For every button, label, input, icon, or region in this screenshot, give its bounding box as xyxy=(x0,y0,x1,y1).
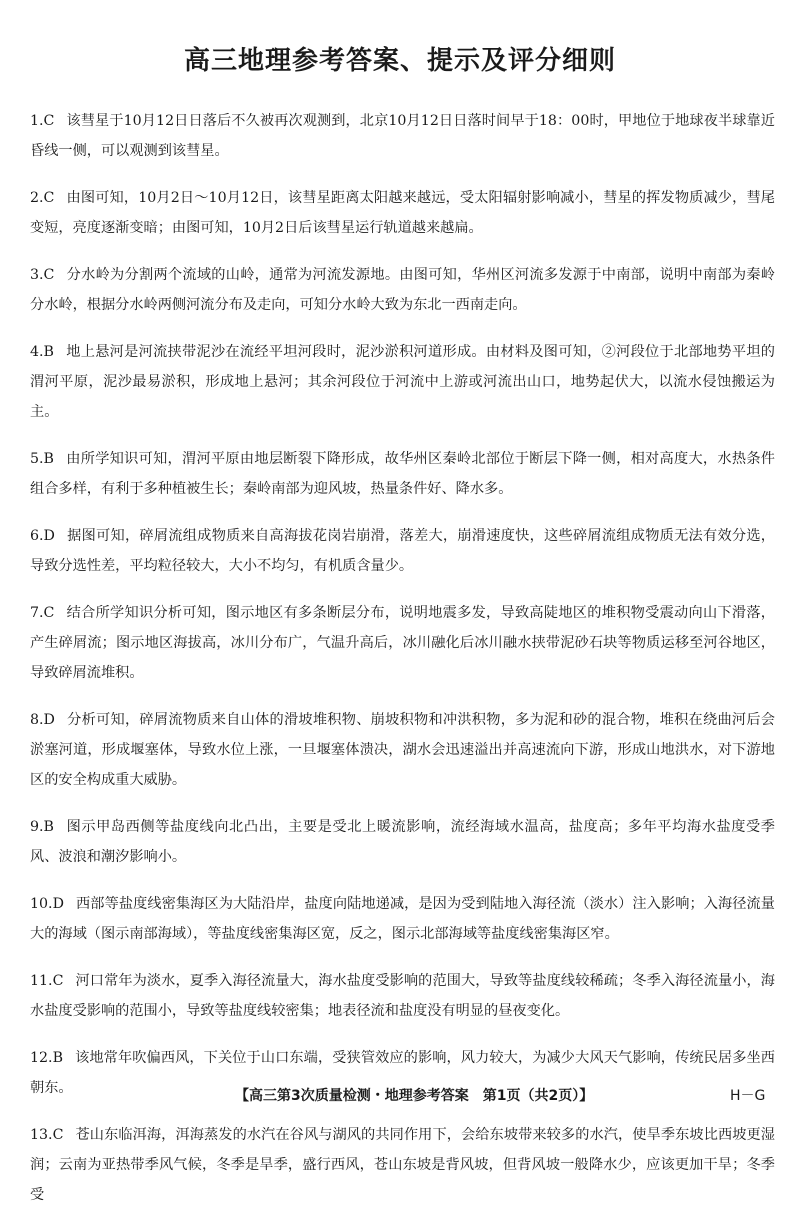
answer-letter: D xyxy=(43,712,55,728)
explanation-text: 地上悬河是河流挟带泥沙在流经平坦河段时，泥沙淤积河道形成。由材料及图可知，②河段位于北部地势平坦的渭河平原，泥沙最易淤积，形成地上悬河；其余河段位于河流中上游或河流出山口，地势起伏大，以流水侵蚀搬运为主。 xyxy=(30,344,775,420)
question-number: 6. xyxy=(30,528,44,544)
answer-item xyxy=(30,1120,775,1210)
explanation-text: 据图可知，碎屑流组成物质来自高海拔花岗岩崩滑，落差大，崩滑速度快，这些碎屑流组成物质无法有效分选，导致分选性差，平均粒径较大，大小不均匀，有机质含量少。 xyxy=(30,528,775,574)
explanation-text: 由图可知，10月2日～10月12日，该彗星距离太阳越来越远，受太阳辐射影响减小，彗星的挥发物质减少，彗尾变短，亮度逐渐变暗；由图可知，10月2日后该彗星运行轨道越来越扁。 xyxy=(30,190,775,236)
explanation-text: 河口常年为淡水，夏季入海径流量大，海水盐度受影响的范围大，导致等盐度线较稀疏；冬季入海径流量小，海水盐度受影响的范围小，导致等盐度线较密集；地表径流和盐度没有明显的昼夜变化。 xyxy=(30,973,775,1019)
explanation-text: 该彗星于10月12日日落后不久被再次观测到，北京10月12日日落时间早于18：00时，甲地位于地球夜半球靠近昏线一侧，可以观测到该彗星。 xyxy=(30,113,775,159)
answer-item xyxy=(30,337,775,427)
footer-page-info: 【高三第3次质量检测・地理参考答案 第1页（共2页）】 xyxy=(235,1088,594,1104)
question-number: 1. xyxy=(30,113,44,129)
explanation-text: 苍山东临洱海，洱海蒸发的水汽在谷风与湖风的共同作用下，会给东坡带来较多的水汽，使旱季东坡比西坡更湿润；云南为亚热带季风气候，冬季是旱季，盛行西风，苍山东坡是背风坡，但背风坡一般降水少，应该更加干旱；冬季受 xyxy=(30,1127,775,1203)
explanation-text: 西部等盐度线密集海区为大陆沿岸，盐度向陆地递减，是因为受到陆地入海径流（淡水）注入影响；入海径流量大的海域（图示南部海域），等盐度线密集海区宽，反之，图示北部海域等盐度线密集海区窄。 xyxy=(30,896,775,942)
question-number: 12. xyxy=(30,1050,53,1066)
answer-item xyxy=(30,260,775,320)
question-number: 3. xyxy=(30,267,44,283)
answer-item xyxy=(30,521,775,581)
explanation-text: 由所学知识可知，渭河平原由地层断裂下降形成，故华州区秦岭北部位于断层下降一侧，相对高度大，水热条件组合多样，有利于多种植被生长；秦岭南部为迎风坡，热量条件好、降水多。 xyxy=(30,451,775,497)
answer-item xyxy=(30,812,775,872)
footer-code: H－G xyxy=(730,1088,766,1104)
question-number: 10. xyxy=(30,896,53,912)
explanation-text: 该地常年吹偏西风，下关位于山口东端，受狭管效应的影响，风力较大，为减少大风天气影响，传统民居多坐西朝东。 xyxy=(30,1050,775,1096)
page-title: 高三地理参考答案、提示及评分细则 xyxy=(183,46,616,76)
question-number: 7. xyxy=(30,605,44,621)
answer-item xyxy=(30,705,775,795)
explanation-text: 图示甲岛西侧等盐度线向北凸出，主要是受北上暖流影响，流经海域水温高，盐度高；多年平均海水盐度受季风、波浪和潮汐影响小。 xyxy=(30,819,775,865)
answer-item xyxy=(30,183,775,243)
explanation-text: 结合所学知识分析可知，图示地区有多条断层分布，说明地震多发，导致高陡地区的堆积物受震动向山下滑落，产生碎屑流；图示地区海拔高，冰川分布广，气温升高后，冰川融化后冰川融水挟带泥砂石块等物质运移至河谷地区，导致碎屑流堆积。 xyxy=(30,605,775,681)
answer-letter: C xyxy=(43,267,55,283)
answer-letter: C xyxy=(43,605,55,621)
question-number: 2. xyxy=(30,190,44,206)
answer-item xyxy=(30,889,775,949)
answer-letter: D xyxy=(43,528,55,544)
answer-letter: B xyxy=(52,1050,64,1066)
explanation-text: 分水岭为分割两个流域的山岭，通常为河流发源地。由图可知，华州区河流多发源于中南部，说明中南部为秦岭分水岭，根据分水岭两侧河流分布及走向，可知分水岭大致为东北一西南走向。 xyxy=(30,267,775,313)
question-number: 8. xyxy=(30,712,44,728)
answer-letter: B xyxy=(43,819,54,835)
answer-item xyxy=(30,598,775,688)
question-number: 4. xyxy=(30,344,44,360)
answer-list xyxy=(30,106,775,1227)
answer-letter: C xyxy=(43,113,55,129)
answer-letter: C xyxy=(52,973,64,989)
answer-letter: C xyxy=(52,1127,64,1143)
question-number: 9. xyxy=(30,819,44,835)
answer-item xyxy=(30,106,775,166)
question-number: 11. xyxy=(30,973,53,989)
question-number: 13. xyxy=(30,1127,53,1143)
explanation-text: 分析可知，碎屑流物质来自山体的滑坡堆积物、崩坡积物和冲洪积物，多为泥和砂的混合物，堆积在绕曲河后会淤塞河道，形成堰塞体，导致水位上涨，一旦堰塞体溃决，湖水会迅速溢出并高速流向下游，形成山地洪水，对下游地区的安全构成重大威胁。 xyxy=(30,712,775,788)
answer-letter: B xyxy=(43,451,54,467)
answer-item xyxy=(30,966,775,1026)
answer-letter: D xyxy=(52,896,64,912)
question-number: 5. xyxy=(30,451,44,467)
answer-letter: C xyxy=(43,190,55,206)
answer-item xyxy=(30,444,775,504)
answer-letter: B xyxy=(43,344,54,360)
